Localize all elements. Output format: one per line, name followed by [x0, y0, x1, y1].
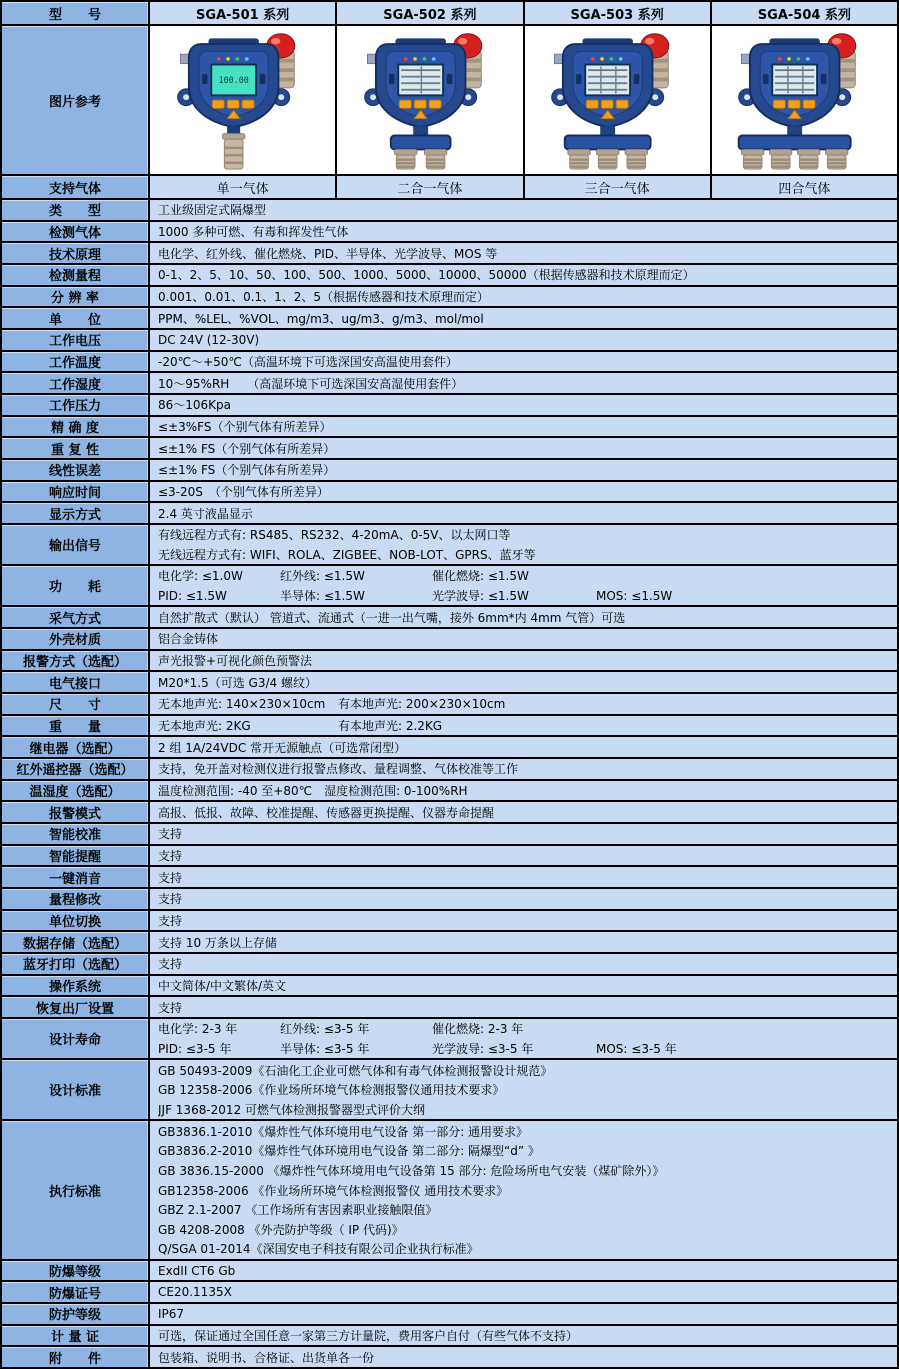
spec-value-line: [158, 1161, 893, 1181]
spec-value: [150, 243, 897, 263]
spec-value-line: [158, 867, 893, 887]
spec-label: 工作电压: [2, 330, 150, 350]
spec-label: 执行标准: [2, 1121, 150, 1259]
spec-label: 重 量: [2, 716, 150, 736]
spec-label: 重 复 性: [2, 438, 150, 458]
spec-value-line: [158, 997, 893, 1017]
spec-value-line: [158, 545, 893, 565]
spec-row: [2, 1060, 897, 1121]
spec-label: 一键消音: [2, 867, 150, 887]
spec-text: 支持: [158, 849, 183, 864]
spec-value-line: [158, 1141, 893, 1161]
spec-value-line: [158, 1261, 893, 1281]
spec-label: 工作压力: [2, 395, 150, 415]
spec-value: [150, 222, 897, 242]
spec-value: [150, 373, 897, 393]
spec-value: [150, 716, 897, 736]
spec-text: 支持: [158, 1000, 183, 1015]
spec-label: 显示方式: [2, 503, 150, 523]
gas-detector-illustration: [715, 30, 893, 170]
spec-label: 红外遥控器（选配）: [2, 759, 150, 779]
spec-text-segment: 有本地声光: 200×230×10cm: [338, 697, 506, 712]
image-reference-row: [2, 26, 897, 176]
spec-label: 防护等级: [2, 1304, 150, 1324]
spec-label: 类 型: [2, 200, 150, 220]
spec-value: [150, 503, 897, 523]
spec-text: 温度检测范围: -40 至+80℃ 湿度检测范围: 0-100%RH: [158, 784, 468, 799]
device-image-cell-sga-501: [150, 26, 337, 174]
spec-text: 中文简体/中文繁体/英文: [158, 978, 287, 993]
spec-label: 检测量程: [2, 265, 150, 285]
device-image-cell-sga-502: [337, 26, 524, 174]
spec-row: [2, 222, 897, 244]
spec-text: GB12358-2006 《作业场所环境气体检测报警仪 通用技术要求》: [158, 1183, 509, 1198]
spec-value: [150, 1121, 897, 1259]
spec-value: [150, 607, 897, 627]
spec-value-line: [158, 976, 893, 996]
spec-value: [150, 824, 897, 844]
spec-text: 包装箱、说明书、合格证、出货单各一份: [158, 1350, 375, 1365]
spec-row: [2, 607, 897, 629]
spec-label: 恢复出厂设置: [2, 997, 150, 1017]
gas-detector-image-1-sensor: [154, 30, 332, 170]
spec-text: -20℃～+50℃（高温环境下可选深国安高温使用套件）: [158, 354, 458, 369]
spec-text: GB3836.1-2010《爆炸性气体环境用电气设备 第一部分: 通用要求》: [158, 1124, 529, 1139]
spec-value-line: [158, 629, 893, 649]
spec-value: [150, 330, 897, 350]
spec-value: [150, 997, 897, 1017]
spec-value-line: [158, 1080, 893, 1100]
spec-value: [150, 802, 897, 822]
spec-value-line: [158, 308, 893, 328]
spec-text-segment: 无本地声光: 140×230×10cm: [158, 697, 326, 712]
spec-row: [2, 566, 897, 607]
spec-label: 数据存储（选配）: [2, 932, 150, 952]
spec-row: [2, 287, 897, 309]
spec-value-line: [158, 889, 893, 909]
spec-text: 支持: [158, 892, 183, 907]
gas-detector-illustration: [154, 30, 332, 170]
spec-label: 输出信号: [2, 525, 150, 564]
spec-value: [150, 287, 897, 307]
spec-label: 继电器（选配）: [2, 737, 150, 757]
spec-row: [2, 1121, 897, 1261]
spec-row: [2, 503, 897, 525]
gas-detector-illustration: [341, 30, 519, 170]
spec-value-line: [158, 1304, 893, 1324]
spec-text: 高报、低报、故障、校准提醒、传感器更换提醒、仪器寿命提醒: [158, 805, 495, 820]
spec-row: [2, 352, 897, 374]
spec-text: Q/SGA 01-2014《深国安电子科技有限公司企业执行标准》: [158, 1242, 479, 1257]
spec-label: 单位切换: [2, 911, 150, 931]
spec-value-line: [158, 222, 893, 242]
spec-value: [150, 308, 897, 328]
spec-value: [150, 460, 897, 480]
spec-label: 检测气体: [2, 222, 150, 242]
spec-value: [150, 737, 897, 757]
gas-type-2in1: 二合一气体: [337, 176, 524, 198]
spec-text-segment: 催化燃烧: 2-3 年: [432, 1022, 524, 1037]
spec-text: ExdII CT6 Gb: [158, 1263, 236, 1278]
spec-value: [150, 889, 897, 909]
gas-detector-image-2-sensor: [341, 30, 519, 170]
spec-text: M20*1.5（可选 G3/4 螺纹）: [158, 675, 317, 690]
model-header-sga-502: SGA-502 系列: [337, 2, 524, 24]
spec-value-line: [158, 1239, 893, 1259]
spec-value: [150, 1304, 897, 1324]
spec-text: 有线远程方式有: RS485、RS232、4-20mA、0-5V、以太网口等: [158, 528, 511, 543]
spec-row: [2, 525, 897, 566]
spec-value-line: [158, 911, 893, 931]
spec-row: [2, 482, 897, 504]
model-header-sga-501: SGA-501 系列: [150, 2, 337, 24]
spec-value: [150, 781, 897, 801]
spec-value-line: [158, 1200, 893, 1220]
spec-value-line: [158, 607, 893, 627]
spec-value: [150, 1019, 897, 1058]
spec-label: 采气方式: [2, 607, 150, 627]
spec-row: [2, 846, 897, 868]
spec-value-line: [158, 482, 893, 502]
spec-label: 设计标准: [2, 1060, 150, 1119]
spec-value: [150, 694, 897, 714]
spec-label: 设计寿命: [2, 1019, 150, 1058]
spec-text: GB 3836.15-2000 《爆炸性气体环境用电气设备第 15 部分: 危险场所电气安装（煤矿除外）》: [158, 1163, 665, 1178]
spec-value-line: [158, 460, 893, 480]
spec-value-line: [158, 1282, 893, 1302]
spec-row: [2, 460, 897, 482]
spec-value-line: [158, 503, 893, 523]
spec-label: 技术原理: [2, 243, 150, 263]
spec-value-line: [158, 566, 893, 586]
spec-row: [2, 1019, 897, 1060]
spec-row: [2, 932, 897, 954]
spec-label: 单 位: [2, 308, 150, 328]
spec-text-segment: MOS: ≤1.5W: [596, 588, 673, 603]
spec-text: GB 50493-2009《石油化工企业可燃气体和有毒气体检测报警设计规范》: [158, 1063, 553, 1078]
spec-value: [150, 352, 897, 372]
spec-text: 支持: [158, 827, 183, 842]
spec-value: [150, 1326, 897, 1346]
spec-text: 支持，免开盖对检测仪进行报警点修改、量程调整、气体校准等工作: [158, 762, 519, 777]
spec-label: 附 件: [2, 1347, 150, 1367]
spec-text: GBZ 2.1-2007 《工作场所有害因素职业接触限值》: [158, 1203, 438, 1218]
spec-value-line: [158, 1019, 893, 1039]
device-image-cell-sga-504: [712, 26, 897, 174]
spec-value: [150, 1282, 897, 1302]
spec-label: 功 耗: [2, 566, 150, 605]
spec-row: [2, 243, 897, 265]
spec-row: [2, 889, 897, 911]
spec-value: [150, 629, 897, 649]
spec-text: ≤±1% FS（个别气体有所差异）: [158, 463, 336, 478]
spec-value: [150, 265, 897, 285]
gas-row-label: 支持气体: [2, 176, 150, 198]
spec-row: [2, 629, 897, 651]
spec-value: [150, 954, 897, 974]
spec-value-line: [158, 243, 893, 263]
spec-value-line: [158, 737, 893, 757]
spec-label: 计 量 证: [2, 1326, 150, 1346]
spec-row: [2, 1347, 897, 1367]
spec-text-segment: 光学波导: ≤1.5W: [432, 589, 529, 604]
spec-row: [2, 308, 897, 330]
spec-text: 铝合金铸体: [158, 632, 219, 647]
spec-value-line: [158, 1121, 893, 1141]
spec-text-segment: 红外线: ≤1.5W: [280, 569, 365, 584]
spec-value: [150, 759, 897, 779]
spec-row: [2, 759, 897, 781]
spec-label: 智能校准: [2, 824, 150, 844]
spec-value-line: [158, 1039, 893, 1059]
spec-text: 支持: [158, 957, 183, 972]
spec-row: [2, 911, 897, 933]
spec-text: 1000 多种可燃、有毒和挥发性气体: [158, 224, 349, 239]
spec-label: 量程修改: [2, 889, 150, 909]
spec-value-line: [158, 200, 893, 220]
spec-row: [2, 265, 897, 287]
spec-rows-container: [2, 200, 897, 1367]
spec-text-segment: PID: ≤3-5 年: [158, 1041, 232, 1056]
spec-value-line: [158, 759, 893, 779]
spec-row: [2, 373, 897, 395]
spec-row: [2, 802, 897, 824]
model-header-sga-504: SGA-504 系列: [712, 2, 897, 24]
spec-text: 2.4 英寸液晶显示: [158, 506, 253, 521]
spec-value-line: [158, 1180, 893, 1200]
spec-value-line: [158, 954, 893, 974]
spec-value: [150, 417, 897, 437]
spec-row: [2, 716, 897, 738]
spec-row: [2, 781, 897, 803]
spec-row: [2, 737, 897, 759]
spec-label: 智能提醒: [2, 846, 150, 866]
spec-label: 蓝牙打印（选配）: [2, 954, 150, 974]
spec-text-segment: PID: ≤1.5W: [158, 588, 227, 603]
spec-text-segment: 电化学: 2-3 年: [158, 1022, 238, 1037]
spec-value-line: [158, 1347, 893, 1367]
spec-value-line: [158, 586, 893, 606]
spec-value: [150, 911, 897, 931]
gas-type-4in1: 四合气体: [712, 176, 897, 198]
gas-type-3in1: 三合一气体: [525, 176, 712, 198]
spec-row: [2, 438, 897, 460]
spec-label: 工作温度: [2, 352, 150, 372]
spec-row: [2, 1304, 897, 1326]
spec-row: [2, 672, 897, 694]
spec-value: [150, 1347, 897, 1367]
spec-value-line: [158, 716, 893, 736]
spec-value: [150, 846, 897, 866]
spec-value: [150, 1060, 897, 1119]
model-header-label: 型 号: [2, 2, 150, 24]
spec-row: [2, 954, 897, 976]
spec-value: [150, 651, 897, 671]
spec-value: [150, 867, 897, 887]
spec-text-segment: 有本地声光: 2.2KG: [338, 719, 443, 734]
spec-row: [2, 200, 897, 222]
spec-value-line: [158, 846, 893, 866]
spec-label: 精 确 度: [2, 417, 150, 437]
spec-text-segment: 催化燃烧: ≤1.5W: [432, 569, 529, 584]
spec-text: 工业级固定式隔爆型: [158, 203, 267, 218]
spec-value-line: [158, 373, 893, 393]
spec-value-line: [158, 1326, 893, 1346]
spec-text: ≤3-20S （个别气体有所差异）: [158, 484, 329, 499]
spec-text: PPM、%LEL、%VOL、mg/m3、ug/m3、g/m3、mol/mol: [158, 311, 484, 326]
spec-label: 响应时间: [2, 482, 150, 502]
spec-text: 无线远程方式有: WIFI、ROLA、ZIGBEE、NOB-LOT、GPRS、蓝牙等: [158, 547, 536, 562]
spec-text: 支持: [158, 913, 183, 928]
spec-value: [150, 525, 897, 564]
spec-text: 10～95%RH （高湿环境下可选深国安高湿使用套件）: [158, 376, 464, 391]
spec-row: [2, 417, 897, 439]
spec-label: 防爆证号: [2, 1282, 150, 1302]
spec-value-line: [158, 417, 893, 437]
spec-value-line: [158, 824, 893, 844]
spec-value: [150, 932, 897, 952]
spec-row: [2, 651, 897, 673]
supported-gas-row: [2, 176, 897, 200]
spec-text: 声光报警+可视化颜色预警法: [158, 654, 313, 669]
spec-row: [2, 1261, 897, 1283]
spec-text: 86～106Kpa: [158, 398, 232, 413]
spec-label: 电气接口: [2, 672, 150, 692]
spec-value-line: [158, 352, 893, 372]
spec-value-line: [158, 672, 893, 692]
spec-text: 支持 10 万条以上存储: [158, 935, 277, 950]
spec-label: 分 辨 率: [2, 287, 150, 307]
spec-value-line: [158, 1220, 893, 1240]
spec-value: [150, 1261, 897, 1281]
spec-text: IP67: [158, 1306, 185, 1321]
spec-value-line: [158, 781, 893, 801]
spec-row: [2, 1326, 897, 1348]
spec-text: ≤±3%FS（个别气体有所差异）: [158, 419, 332, 434]
spec-text: 0.001、0.01、0.1、1、2、5（根据传感器和技术原理而定）: [158, 289, 490, 304]
spec-row: [2, 824, 897, 846]
spec-text: 0-1、2、5、10、50、100、500、1000、5000、10000、50000（根据传感器和技术原理而定）: [158, 268, 695, 283]
spec-label: 温湿度（选配）: [2, 781, 150, 801]
spec-row: [2, 997, 897, 1019]
spec-label: 防爆等级: [2, 1261, 150, 1281]
spec-row: [2, 1282, 897, 1304]
spec-value: [150, 438, 897, 458]
spec-value: [150, 482, 897, 502]
spec-text: 电化学、红外线、催化燃烧、PID、半导体、光学波导、MOS 等: [158, 246, 498, 261]
spec-text-segment: 无本地声光: 2KG: [158, 719, 251, 734]
spec-row: [2, 976, 897, 998]
spec-text: 2 组 1A/24VDC 常开无源触点（可选常闭型）: [158, 740, 407, 755]
spec-row: [2, 395, 897, 417]
spec-value-line: [158, 395, 893, 415]
spec-text-segment: MOS: ≤3-5 年: [596, 1041, 677, 1056]
image-row-label: 图片参考: [2, 26, 150, 174]
spec-text: GB 4208-2008 《外壳防护等级（ IP 代码)》: [158, 1222, 404, 1237]
spec-value-line: [158, 1100, 893, 1120]
spec-text: 自然扩散式（默认） 管道式、流通式（一进一出气嘴，接外 6mm*内 4mm 气管）可选: [158, 610, 626, 625]
spec-text: GB3836.2-2010《爆炸性气体环境用电气设备 第二部分: 隔爆型“d” 》: [158, 1144, 540, 1159]
gas-detector-illustration: [528, 30, 706, 170]
spec-value-line: [158, 525, 893, 545]
spec-value-line: [158, 802, 893, 822]
spec-text: 可选，保证通过全国任意一家第三方计量院，费用客户自付（有些气体不支持）: [158, 1329, 579, 1344]
spec-value-line: [158, 265, 893, 285]
spec-label: 报警模式: [2, 802, 150, 822]
spec-text-segment: 半导体: ≤3-5 年: [280, 1041, 370, 1056]
gas-type-single: 单一气体: [150, 176, 337, 198]
spec-text: GB 12358-2006《作业场所环境气体检测报警仪通用技术要求》: [158, 1083, 505, 1098]
device-image-cell-sga-503: [525, 26, 712, 174]
spec-value-line: [158, 651, 893, 671]
spec-text-segment: 电化学: ≤1.0W: [158, 569, 243, 584]
spec-label: 报警方式（选配）: [2, 651, 150, 671]
spec-text-segment: 半导体: ≤1.5W: [280, 589, 365, 604]
spec-text: ≤±1% FS（个别气体有所差异）: [158, 441, 336, 456]
gas-detector-image-3-sensor: [528, 30, 706, 170]
spec-label: 外壳材质: [2, 629, 150, 649]
spec-label: 尺 寸: [2, 694, 150, 714]
spec-value: [150, 395, 897, 415]
spec-value: [150, 976, 897, 996]
spec-value-line: [158, 438, 893, 458]
svg-text:100.00: 100.00: [218, 75, 249, 86]
spec-label: 操作系统: [2, 976, 150, 996]
spec-text-segment: 光学波导: ≤3-5 年: [432, 1041, 534, 1056]
model-header-sga-503: SGA-503 系列: [525, 2, 712, 24]
spec-label: 工作湿度: [2, 373, 150, 393]
spec-text-segment: 红外线: ≤3-5 年: [280, 1022, 370, 1037]
spec-value: [150, 672, 897, 692]
spec-text: DC 24V (12-30V): [158, 332, 260, 347]
spec-value: [150, 566, 897, 605]
spec-text: JJF 1368-2012 可燃气体检测报警器型式评价大纲: [158, 1102, 426, 1117]
spec-value-line: [158, 1060, 893, 1080]
model-header-row: [2, 2, 897, 26]
spec-value-line: [158, 330, 893, 350]
spec-text: 支持: [158, 870, 183, 885]
spec-label: 线性误差: [2, 460, 150, 480]
spec-text: CE20.1135X: [158, 1285, 232, 1300]
spec-value-line: [158, 694, 893, 714]
spec-row: [2, 867, 897, 889]
gas-detector-image-4-sensor: [715, 30, 893, 170]
spec-row: [2, 330, 897, 352]
spec-row: [2, 694, 897, 716]
spec-value: [150, 200, 897, 220]
spec-value-line: [158, 287, 893, 307]
spec-value-line: [158, 932, 893, 952]
